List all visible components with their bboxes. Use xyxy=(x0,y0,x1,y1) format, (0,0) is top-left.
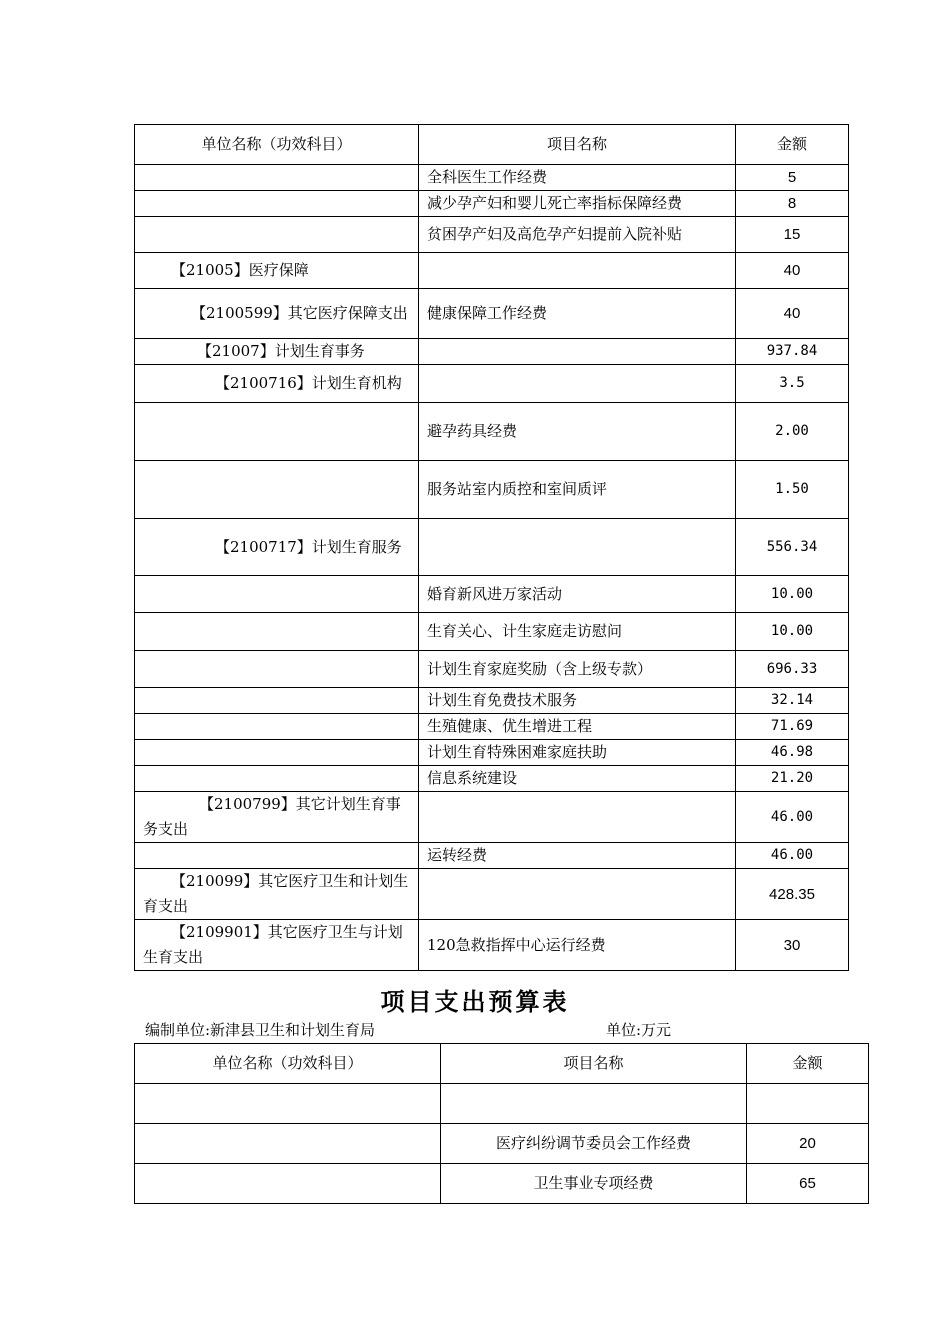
table-row xyxy=(135,191,849,217)
row-unit xyxy=(135,740,419,766)
row-unit xyxy=(135,1164,441,1204)
header-unit-name: 单位名称（功效科目） xyxy=(135,125,419,165)
table-row xyxy=(135,843,849,869)
row-project: 减少孕产妇和婴儿死亡率指标保障经费 xyxy=(419,191,736,217)
row-amount: 40 xyxy=(736,253,849,289)
row-project: 计划生育免费技术服务 xyxy=(419,688,736,714)
row-project xyxy=(419,519,736,576)
row-amount: 30 xyxy=(736,920,849,971)
table-row xyxy=(135,740,849,766)
row-amount: 40 xyxy=(736,289,849,339)
table-row xyxy=(135,613,849,651)
row-unit xyxy=(135,613,419,651)
row-amount: 10.00 xyxy=(736,613,849,651)
row-project: 生殖健康、优生增进工程 xyxy=(419,714,736,740)
row-amount: 20 xyxy=(747,1124,869,1164)
row-project: 婚育新风进万家活动 xyxy=(419,576,736,613)
row-project: 120急救指挥中心运行经费 xyxy=(419,920,736,971)
table-row xyxy=(135,1084,869,1124)
row-project: 生育关心、计生家庭走访慰问 xyxy=(419,613,736,651)
row-project: 医疗纠纷调节委员会工作经费 xyxy=(441,1124,747,1164)
row-amount: 937.84 xyxy=(736,339,849,365)
row-amount: 15 xyxy=(736,217,849,253)
row-amount: 46.00 xyxy=(736,792,849,843)
row-unit xyxy=(135,651,419,688)
table-row xyxy=(135,289,849,339)
row-amount: 556.34 xyxy=(736,519,849,576)
row-unit xyxy=(135,191,419,217)
table-header-row xyxy=(135,125,849,165)
page-title: 项目支出预算表 xyxy=(380,987,570,1016)
table-row xyxy=(135,519,849,576)
row-amount: 21.20 xyxy=(736,766,849,792)
row-project xyxy=(419,339,736,365)
header-unit-name: 单位名称（功效科目） xyxy=(135,1044,441,1084)
row-amount: 46.00 xyxy=(736,843,849,869)
row-project: 贫困孕产妇及高危孕产妇提前入院补贴 xyxy=(419,217,736,253)
table-row xyxy=(135,253,849,289)
table-row xyxy=(135,217,849,253)
budget-table-continued xyxy=(134,124,849,971)
row-project xyxy=(419,365,736,403)
row-unit xyxy=(135,714,419,740)
table-row xyxy=(135,688,849,714)
row-project xyxy=(441,1084,747,1124)
row-unit xyxy=(135,165,419,191)
table-row xyxy=(135,714,849,740)
table-row xyxy=(135,339,849,365)
row-amount: 10.00 xyxy=(736,576,849,613)
header-project-name: 项目名称 xyxy=(419,125,736,165)
row-unit: 【2109901】其它医疗卫生与计划生育支出 xyxy=(135,920,419,971)
table-row xyxy=(135,869,849,920)
table-row xyxy=(135,365,849,403)
row-unit: 【2100716】计划生育机构 xyxy=(135,365,419,403)
row-unit: 【210099】其它医疗卫生和计划生育支出 xyxy=(135,869,419,920)
row-unit xyxy=(135,766,419,792)
row-project xyxy=(419,253,736,289)
compiler-label: 编制单位:新津县卫生和计划生育局 xyxy=(145,1021,376,1039)
table-row xyxy=(135,766,849,792)
row-amount: 8 xyxy=(736,191,849,217)
row-unit: 【2100799】其它计划生育事务支出 xyxy=(135,792,419,843)
row-unit xyxy=(135,843,419,869)
table-row xyxy=(135,576,849,613)
row-unit xyxy=(135,1084,441,1124)
currency-unit-label: 单位:万元 xyxy=(606,1021,672,1039)
row-unit xyxy=(135,403,419,461)
row-project xyxy=(419,869,736,920)
row-amount xyxy=(747,1084,869,1124)
row-unit: 【21005】医疗保障 xyxy=(135,253,419,289)
row-unit xyxy=(135,461,419,519)
table-row xyxy=(135,1164,869,1204)
row-amount: 1.50 xyxy=(736,461,849,519)
header-amount: 金额 xyxy=(736,125,849,165)
row-amount: 428.35 xyxy=(736,869,849,920)
table-row xyxy=(135,651,849,688)
row-amount: 5 xyxy=(736,165,849,191)
row-project: 避孕药具经费 xyxy=(419,403,736,461)
row-amount: 32.14 xyxy=(736,688,849,714)
row-amount: 65 xyxy=(747,1164,869,1204)
row-project: 运转经费 xyxy=(419,843,736,869)
row-amount: 696.33 xyxy=(736,651,849,688)
row-project: 全科医生工作经费 xyxy=(419,165,736,191)
row-unit: 【2100717】计划生育服务 xyxy=(135,519,419,576)
row-amount: 2.00 xyxy=(736,403,849,461)
row-project: 计划生育特殊困难家庭扶助 xyxy=(419,740,736,766)
row-project xyxy=(419,792,736,843)
row-amount: 3.5 xyxy=(736,365,849,403)
header-project-name: 项目名称 xyxy=(441,1044,747,1084)
table-header-row xyxy=(135,1044,869,1084)
table-row xyxy=(135,920,849,971)
row-amount: 71.69 xyxy=(736,714,849,740)
row-project: 健康保障工作经费 xyxy=(419,289,736,339)
table-row xyxy=(135,1124,869,1164)
row-unit: 【21007】计划生育事务 xyxy=(135,339,419,365)
table-row xyxy=(135,165,849,191)
table-row xyxy=(135,403,849,461)
row-unit xyxy=(135,576,419,613)
table-row xyxy=(135,461,849,519)
header-amount: 金额 xyxy=(747,1044,869,1084)
row-unit xyxy=(135,217,419,253)
row-project: 卫生事业专项经费 xyxy=(441,1164,747,1204)
table-row xyxy=(135,792,849,843)
project-budget-table xyxy=(134,1043,869,1204)
row-unit xyxy=(135,1124,441,1164)
row-project: 计划生育家庭奖励（含上级专款） xyxy=(419,651,736,688)
row-unit xyxy=(135,688,419,714)
row-project: 服务站室内质控和室间质评 xyxy=(419,461,736,519)
row-amount: 46.98 xyxy=(736,740,849,766)
row-project: 信息系统建设 xyxy=(419,766,736,792)
row-unit: 【2100599】其它医疗保障支出 xyxy=(135,289,419,339)
